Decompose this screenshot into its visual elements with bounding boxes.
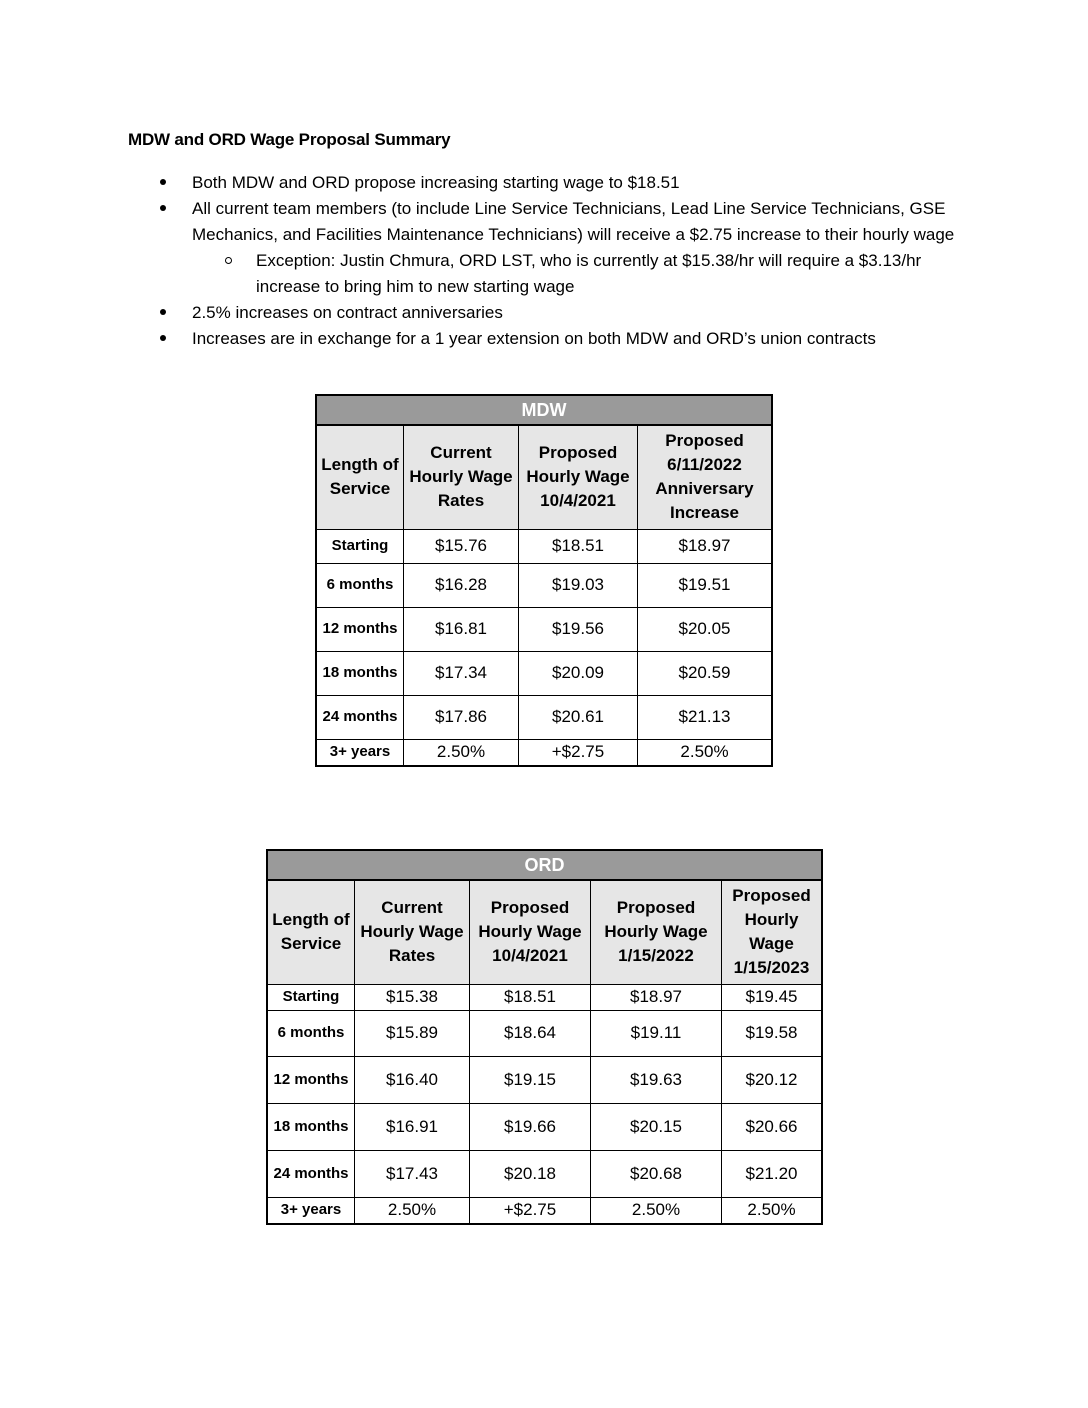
table-cell: 2.50% (638, 739, 773, 766)
length-of-service-cell: 12 months (316, 607, 404, 651)
ord-wage-table (266, 849, 823, 1225)
table-row (267, 1150, 822, 1197)
length-of-service-cell: Starting (316, 529, 404, 563)
table-cell: $19.51 (638, 563, 773, 607)
table-row (316, 695, 772, 739)
table-cell: $19.63 (591, 1056, 722, 1103)
table-cell: $20.68 (591, 1150, 722, 1197)
table-cell: $19.11 (591, 1010, 722, 1056)
table-banner-row (267, 850, 822, 880)
bullet-item (160, 300, 980, 326)
page-title: MDW and ORD Wage Proposal Summary (128, 130, 451, 149)
column-header: Length of Service (267, 880, 355, 984)
table-row (316, 607, 772, 651)
table-row (316, 739, 772, 766)
table-cell: 2.50% (722, 1197, 823, 1224)
sub-bullet-text: Exception: Justin Chmura, ORD LST, who is currently at $15.38/hr will require a $3.13/hr increase to bring him to new starting wage (256, 251, 922, 296)
table-cell: $19.45 (722, 984, 823, 1010)
length-of-service-cell: 6 months (316, 563, 404, 607)
table-row (267, 1197, 822, 1224)
table-cell: $19.58 (722, 1010, 823, 1056)
table-cell: $18.51 (470, 984, 591, 1010)
length-of-service-cell: 3+ years (267, 1197, 355, 1224)
bullet-item (160, 170, 980, 196)
bullet-dot-icon (160, 335, 166, 341)
table-cell: $16.81 (404, 607, 519, 651)
length-of-service-cell: 3+ years (316, 739, 404, 766)
table-banner-row (316, 395, 772, 425)
bullet-dot-icon (160, 179, 166, 185)
table-cell: $20.61 (519, 695, 638, 739)
table-header-row (267, 880, 822, 984)
column-header: Proposed 6/11/2022 Anniversary Increase (638, 425, 773, 529)
length-of-service-cell: 18 months (316, 651, 404, 695)
table-row (316, 563, 772, 607)
table-row (267, 1010, 822, 1056)
table-cell: +$2.75 (519, 739, 638, 766)
table-row (267, 984, 822, 1010)
table-cell: $19.56 (519, 607, 638, 651)
table-cell: $15.38 (355, 984, 470, 1010)
length-of-service-cell: 6 months (267, 1010, 355, 1056)
bullet-text: 2.5% increases on contract anniversaries (192, 303, 503, 322)
table-cell: $17.86 (404, 695, 519, 739)
table-cell: +$2.75 (470, 1197, 591, 1224)
table-cell: $20.05 (638, 607, 773, 651)
table-cell: $16.40 (355, 1056, 470, 1103)
bullet-text: All current team members (to include Line Service Technicians, Lead Line Service Technicians, GSE Mechanics, and Facilities Maintenance Technicians) will receive a $2.75 increase to their hourly wage (192, 199, 955, 244)
mdw-wage-table (315, 394, 773, 767)
bullet-text: Increases are in exchange for a 1 year extension on both MDW and ORD’s union contracts (192, 329, 876, 348)
table-cell: $17.43 (355, 1150, 470, 1197)
table-cell: $21.13 (638, 695, 773, 739)
column-header: Current Hourly Wage Rates (355, 880, 470, 984)
table-row (316, 651, 772, 695)
table-row (267, 1103, 822, 1150)
table-cell: 2.50% (404, 739, 519, 766)
table-cell: 2.50% (591, 1197, 722, 1224)
table-row (267, 1056, 822, 1103)
length-of-service-cell: 24 months (267, 1150, 355, 1197)
table-cell: $19.66 (470, 1103, 591, 1150)
table-cell: $20.12 (722, 1056, 823, 1103)
column-header: Current Hourly Wage Rates (404, 425, 519, 529)
ord-banner: ORD (267, 850, 822, 880)
table-cell: $18.64 (470, 1010, 591, 1056)
length-of-service-cell: Starting (267, 984, 355, 1010)
table-cell: $19.15 (470, 1056, 591, 1103)
table-cell: $16.91 (355, 1103, 470, 1150)
table-cell: $18.97 (638, 529, 773, 563)
hollow-circle-bullet-icon (225, 257, 232, 264)
bullet-dot-icon (160, 205, 166, 211)
bullet-item (160, 326, 980, 352)
table-cell: $20.18 (470, 1150, 591, 1197)
table-cell: $16.28 (404, 563, 519, 607)
column-header: Proposed Hourly Wage 1/15/2022 (591, 880, 722, 984)
length-of-service-cell: 24 months (316, 695, 404, 739)
table-header-row (316, 425, 772, 529)
column-header: Proposed Hourly Wage 1/15/2023 (722, 880, 823, 984)
column-header: Proposed Hourly Wage 10/4/2021 (470, 880, 591, 984)
column-header: Length of Service (316, 425, 404, 529)
table-cell: $20.09 (519, 651, 638, 695)
sub-bullet-item (160, 248, 980, 300)
mdw-banner: MDW (316, 395, 772, 425)
table-cell: $20.66 (722, 1103, 823, 1150)
bullet-dot-icon (160, 309, 166, 315)
bullet-text: Both MDW and ORD propose increasing starting wage to $18.51 (192, 173, 680, 192)
table-cell: $18.97 (591, 984, 722, 1010)
column-header: Proposed Hourly Wage 10/4/2021 (519, 425, 638, 529)
table-cell: $19.03 (519, 563, 638, 607)
table-cell: $15.89 (355, 1010, 470, 1056)
table-cell: $18.51 (519, 529, 638, 563)
bullet-item (160, 196, 980, 248)
table-cell: $20.59 (638, 651, 773, 695)
table-cell: $15.76 (404, 529, 519, 563)
length-of-service-cell: 12 months (267, 1056, 355, 1103)
table-cell: 2.50% (355, 1197, 470, 1224)
length-of-service-cell: 18 months (267, 1103, 355, 1150)
table-cell: $21.20 (722, 1150, 823, 1197)
summary-bullet-list (160, 170, 980, 352)
table-cell: $20.15 (591, 1103, 722, 1150)
table-row (316, 529, 772, 563)
table-cell: $17.34 (404, 651, 519, 695)
